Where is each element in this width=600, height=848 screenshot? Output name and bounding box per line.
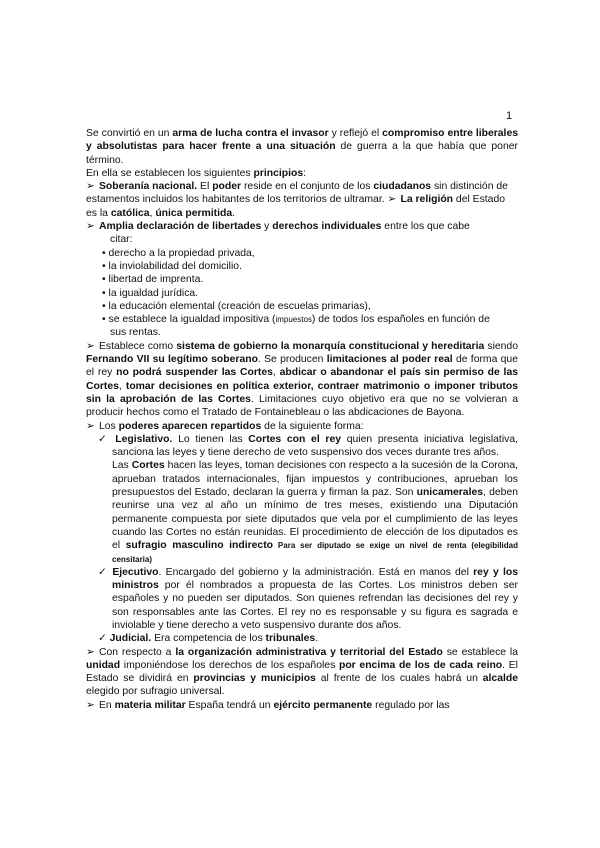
arrow-bullet-icon: ➢ xyxy=(86,181,95,193)
bullet-icon: • xyxy=(102,247,106,259)
bullet-icon: • xyxy=(102,260,106,272)
check-icon: ✓ xyxy=(98,633,107,645)
libertades-list xyxy=(102,247,518,340)
arrow-bullet-icon: ➢ xyxy=(86,340,95,352)
principle-libertades: ➢ Amplia declaración de libertades y derechos individuales entre los que cabe xyxy=(86,221,470,233)
principle-soberania: ➢ Soberanía nacional. El poder reside en el conjunto de los ciudadanos sin distinción de estamentos incluidos los habitantes de los territorios de ultramar. ➢ La religión del Estado es la católica, única permitida. xyxy=(86,181,508,219)
bullet-icon: • xyxy=(102,274,106,286)
bullet-icon: • xyxy=(102,314,106,326)
principle-militar: ➢ En materia militar España tendrá un ejército permanente regulado por las xyxy=(86,699,450,711)
list-item: • la inviolabilidad del domicilio. xyxy=(102,260,242,272)
bullet-icon: • xyxy=(102,287,106,299)
arrow-bullet-icon: ➢ xyxy=(86,646,95,658)
poder-ejecutivo: ✓ Ejecutivo. Encargado del gobierno y la administración. Está en manos del rey y los ministros por él nombrados a propuesta de las Cortes. Los ministros deben ser españoles y no pueden ser diputados. Son quienes refrendan las decisiones del rey y son responsables ante las Cortes. El rey no es responsable y su figura es sagrada e inviolable y tiene derecho a veto suspensivo durante dos años. xyxy=(98,566,519,631)
check-icon: ✓ xyxy=(98,566,109,578)
poder-judicial: ✓ Judicial. Era competencia de los tribunales. xyxy=(98,633,319,645)
list-item: • se establece la igualdad impositiva (impuestos) de todos los españoles en función de sus rentas. xyxy=(102,314,490,339)
page-number: 1 xyxy=(506,110,513,122)
bullet-icon: • xyxy=(102,300,106,312)
list-item: • la educación elemental (creación de escuelas primarias), xyxy=(102,300,371,312)
libertades-citar: citar: xyxy=(110,234,133,246)
principles-intro: En ella se establecen los siguientes principios: xyxy=(86,167,307,179)
arrow-bullet-icon: ➢ xyxy=(387,194,397,206)
document-body xyxy=(86,127,518,712)
intro-paragraph: Se convirtió en un arma de lucha contra el invasor y reflejó el compromiso entre liberales y absolutistas para hacer frente a una situación de guerra a la que había que poner término. xyxy=(86,128,518,166)
arrow-bullet-icon: ➢ xyxy=(86,221,95,233)
list-item: • derecho a la propiedad privada, xyxy=(102,247,255,259)
arrow-bullet-icon: ➢ xyxy=(86,420,95,432)
poder-legislativo: ✓ Legislativo. Lo tienen las Cortes con el rey quien presenta iniciativa legislativa, sanciona las leyes y tiene derecho de veto suspensivo dos veces durante tres años. Las Cortes hacen las leyes, toman decisiones con respecto a la sucesión de la Corona, aprueban tratados internacionales, fijan impuestos y contribuciones, aprueban los presupuestos del Estado, declaran la guerra y firman la paz. Son unicamerales, deben reunirse una vez al año un mínimo de tres meses, existiendo una Diputación permanente compuesta por siete diputados que vela por el cumplimiento de las leyes cuando las Cortes no están reunidas. El procedimiento de elección de los diputados es el sufragio masculino indirecto Para ser diputado se exige un nivel de renta (elegibilidad censitaria) xyxy=(92,433,518,566)
principle-territorial: ➢ Con respecto a la organización administrativa y territorial del Estado se establece la unidad imponiéndose los derechos de los españoles por encima de los de cada reino. El Estado se dividirá en provincias y municipios al frente de los cuales habrá un alcalde elegido por sufragio universal. xyxy=(86,646,519,698)
list-item: • libertad de imprenta. xyxy=(102,274,204,286)
arrow-bullet-icon: ➢ xyxy=(86,699,95,711)
check-icon: ✓ xyxy=(98,433,110,445)
principle-poderes: ➢ Los poderes aparecen repartidos de la siguiente forma: xyxy=(86,420,364,432)
list-item: • la igualdad jurídica. xyxy=(102,287,199,299)
principle-gobierno: ➢ Establece como sistema de gobierno la monarquía constitucional y hereditaria siendo Fernando VII su legítimo soberano. Se producen limitaciones al poder real de forma que el rey no podrá suspender las Cortes, abdicar o abandonar el país sin permiso de las Cortes, tomar decisiones en política exterior, contraer matrimonio o imponer tributos sin la aprobación de las Cortes. Limitaciones cuyo objetivo era que no se volvieran a producir hechos como el Tratado de Fontainebleau o las abdicaciones de Bayona. xyxy=(86,340,518,419)
legislativo-cortes: Las Cortes hacen las leyes, toman decisiones con respecto a la sucesión de la Corona, aprueban tratados internacionales, fijan impuestos y contribuciones, aprueban los presupuestos del Estado, declaran la guerra y firman la paz. Son unicamerales, deben reunirse una vez al año un mínimo de tres meses, existiendo una Diputación permanente compuesta por siete diputados que vela por el cumplimiento de las leyes cuando las Cortes no están reunidas. El procedimiento de elección de los diputados es el sufragio masculino indirecto Para ser diputado se exige un nivel de renta (elegibilidad censitaria) xyxy=(112,460,518,564)
